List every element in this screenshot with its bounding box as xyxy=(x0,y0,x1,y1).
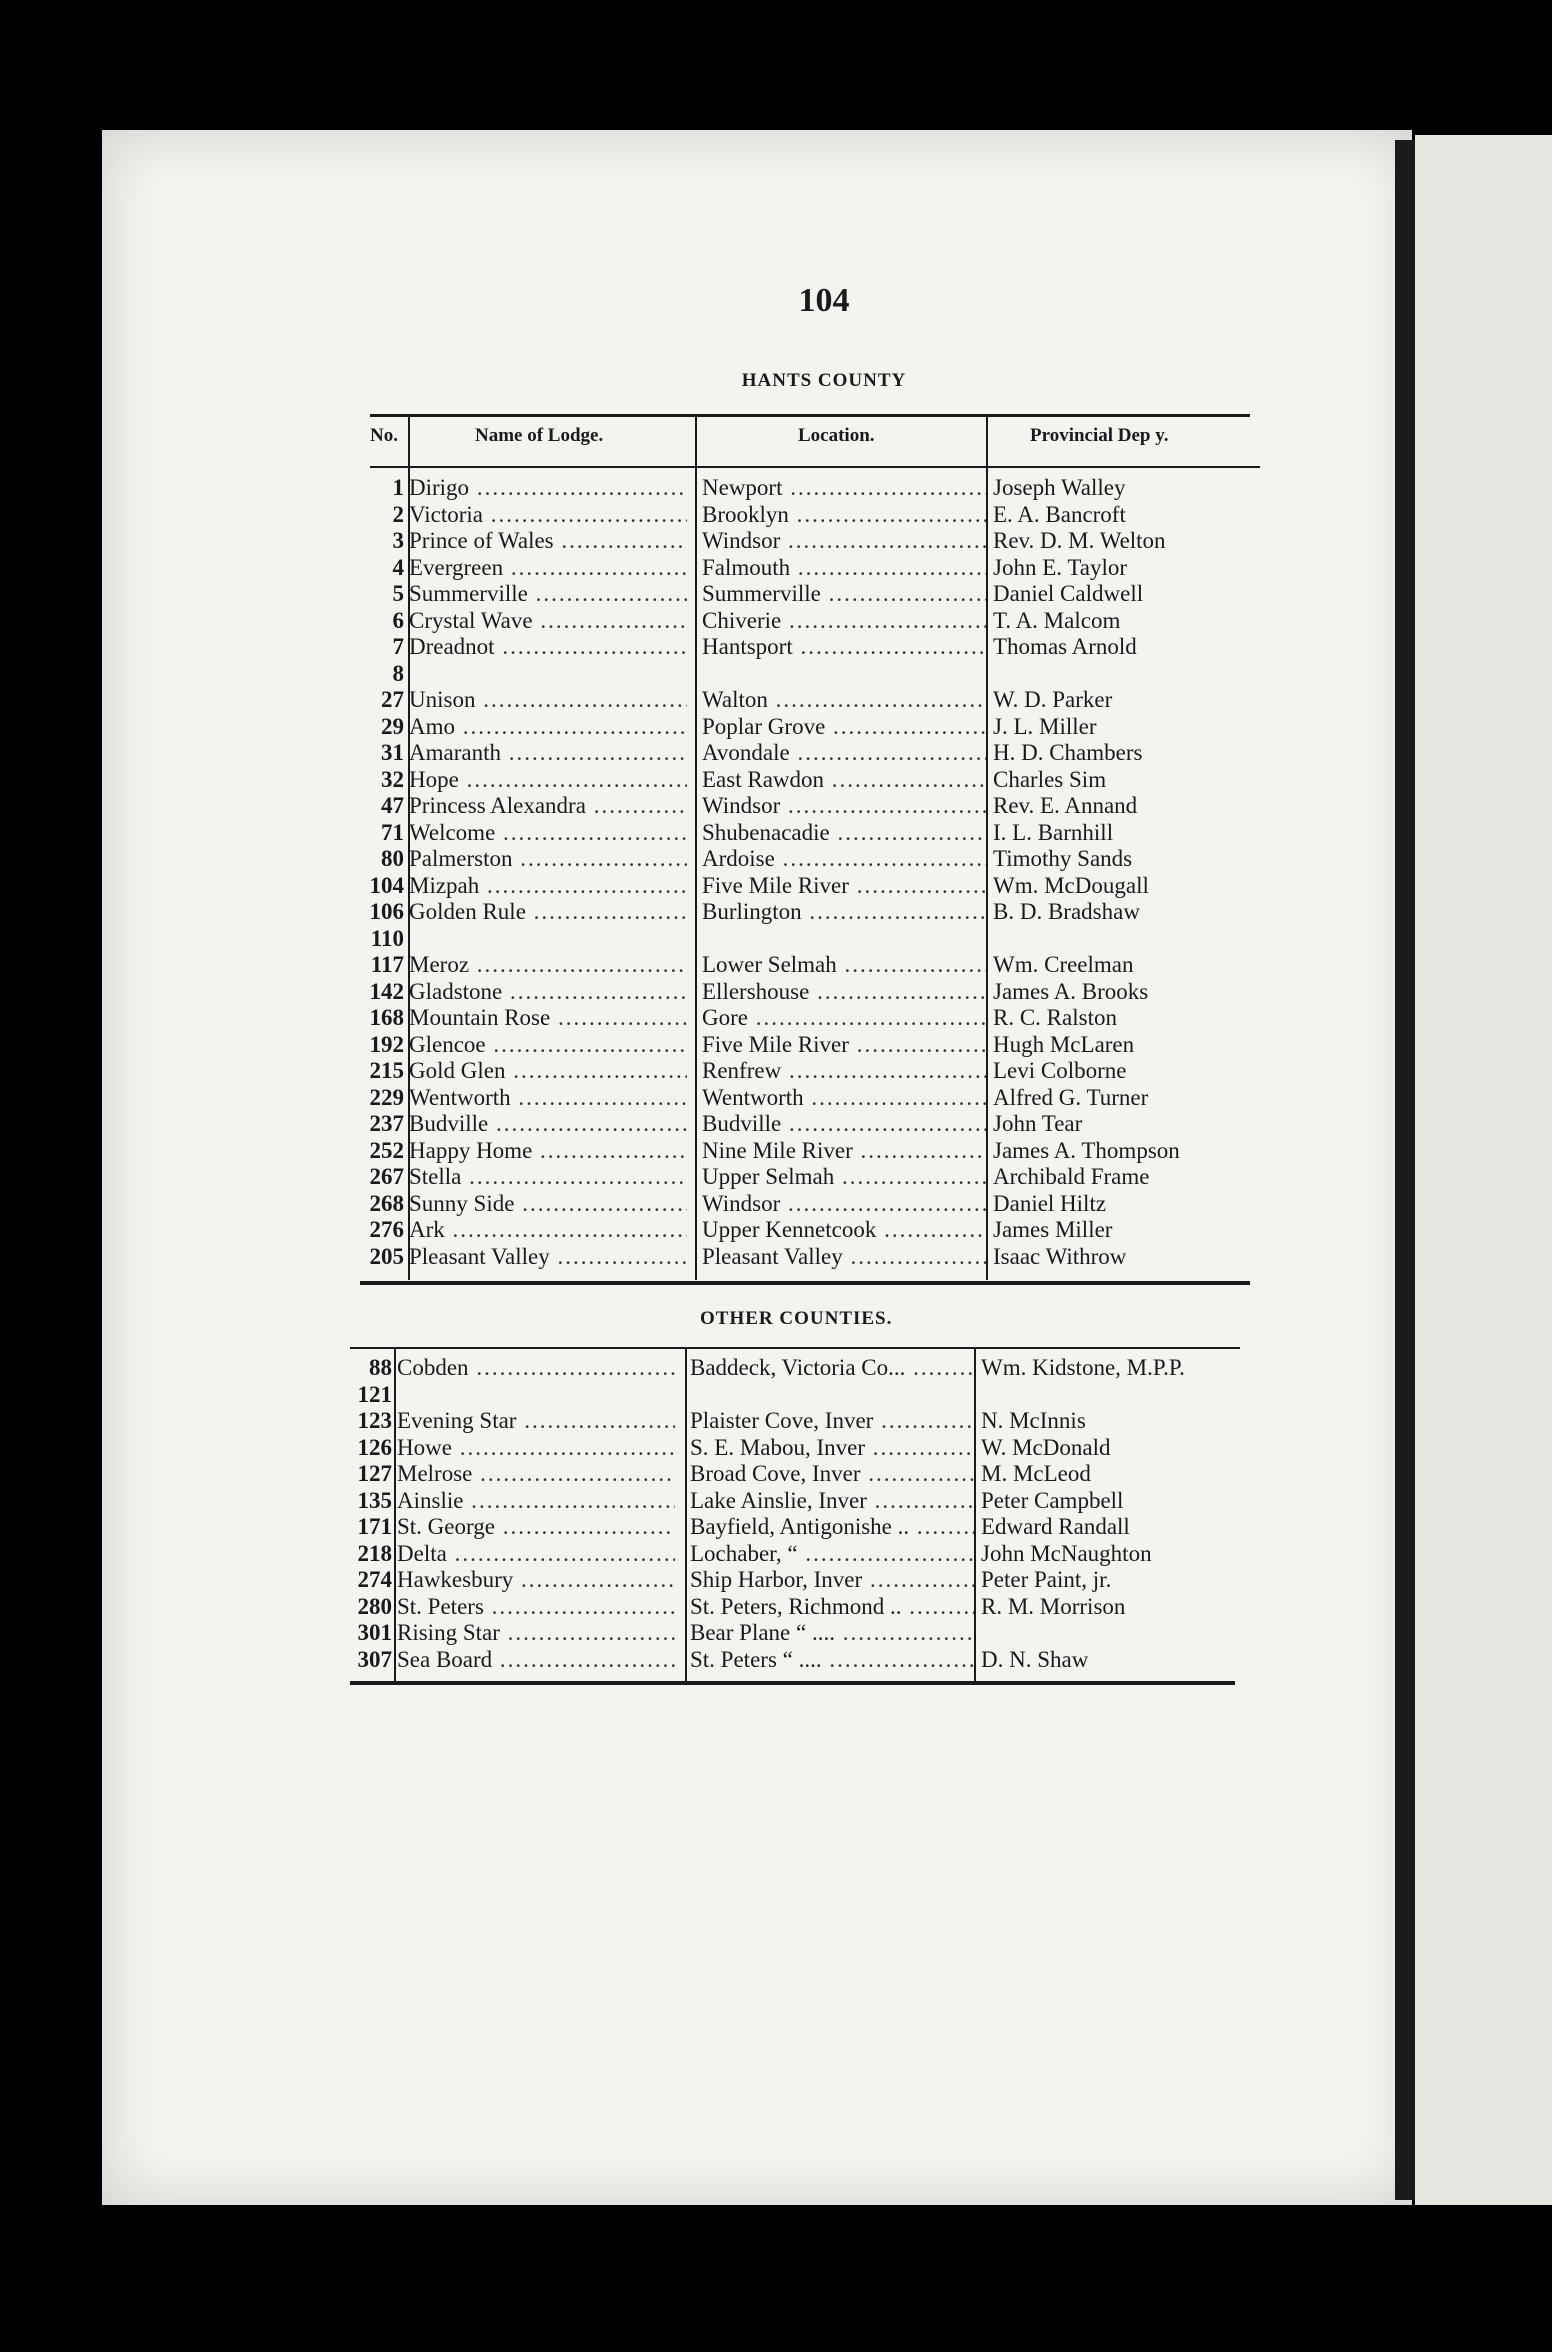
cell-deputy: Wm. Creelman xyxy=(993,952,1134,977)
cell-location: Newport ..... xyxy=(702,475,986,501)
cell-no: 123 xyxy=(357,1408,392,1433)
cell-deputy: Wm. Kidstone, M.P.P. xyxy=(981,1355,1185,1380)
cell-no: 205 xyxy=(369,1243,404,1269)
cell-name: Ainslie ..... xyxy=(397,1488,675,1514)
cell-no: 32 xyxy=(381,766,404,792)
cell-no: 276 xyxy=(369,1217,404,1242)
cell-no: 29 xyxy=(381,713,404,739)
cell-no: 192 xyxy=(369,1031,404,1057)
cell-location: Ellershouse ..... xyxy=(702,979,986,1005)
cell-name: Hawkesbury ..... xyxy=(397,1567,675,1593)
page-number: 104 xyxy=(798,282,850,319)
cell-location: Windsor ..... xyxy=(702,1191,986,1217)
cell-location: Summerville ..... xyxy=(702,581,986,607)
cell-no: 104 xyxy=(369,872,404,898)
cell-location: St. Peters, Richmond .. ..... xyxy=(690,1594,974,1620)
cell-name: Amo ..... xyxy=(409,714,687,740)
column-header-deputy: Provincial Dep y. xyxy=(1030,425,1169,446)
cell-name: Crystal Wave ..... xyxy=(409,608,687,634)
cell-location: Windsor ..... xyxy=(702,793,986,819)
cell-no: 135 xyxy=(357,1487,392,1513)
cell-no: 71 xyxy=(381,819,404,845)
cell-deputy: R. C. Ralston xyxy=(993,1005,1117,1030)
cell-location: Lower Selmah ..... xyxy=(702,952,986,978)
cell-name: Meroz ..... xyxy=(409,952,687,978)
cell-name: Rising Star ..... xyxy=(397,1620,675,1646)
cell-deputy: Timothy Sands xyxy=(993,846,1133,871)
cell-no: 142 xyxy=(369,978,404,1004)
cell-deputy: N. McInnis xyxy=(981,1408,1086,1433)
cell-no: 3 xyxy=(392,528,404,553)
cell-name: Sunny Side ..... xyxy=(409,1191,687,1217)
column-divider xyxy=(695,416,697,1280)
cell-deputy: Peter Campbell xyxy=(981,1487,1124,1513)
cell-location: Shubenacadie ..... xyxy=(702,820,986,846)
cell-location: Five Mile River ..... xyxy=(702,1032,986,1058)
cell-name: Welcome ..... xyxy=(409,820,687,846)
cell-no: 126 xyxy=(357,1434,392,1460)
cell-name: Unison ..... xyxy=(409,687,687,713)
cell-name: St. George ..... xyxy=(397,1514,675,1540)
cell-location: Ship Harbor, Inver ..... xyxy=(690,1567,974,1593)
cell-name: Glencoe ..... xyxy=(409,1032,687,1058)
cell-location: Ardoise ..... xyxy=(702,846,986,872)
cell-location: Five Mile River ..... xyxy=(702,873,986,899)
cell-location: Poplar Grove ..... xyxy=(702,714,986,740)
cell-location: Lake Ainslie, Inver ..... xyxy=(690,1488,974,1514)
table-top-rule xyxy=(370,414,1250,417)
cell-no: 218 xyxy=(357,1540,392,1566)
cell-deputy: Thomas Arnold xyxy=(993,634,1137,659)
cell-deputy: Rev. E. Annand xyxy=(993,793,1138,818)
cell-no: 47 xyxy=(381,793,404,818)
cell-name: Gold Glen ..... xyxy=(409,1058,687,1084)
cell-name: Amaranth ..... xyxy=(409,740,687,766)
cell-name: Gladstone ..... xyxy=(409,979,687,1005)
cell-location: Plaister Cove, Inver ..... xyxy=(690,1408,974,1434)
cell-name: Golden Rule ..... xyxy=(409,899,687,925)
cell-deputy: Peter Paint, jr. xyxy=(981,1567,1112,1592)
cell-no: 5 xyxy=(392,581,404,606)
cell-name: Cobden ..... xyxy=(397,1355,675,1381)
cell-deputy: James A. Thompson xyxy=(993,1137,1180,1163)
cell-deputy: Charles Sim xyxy=(993,766,1107,792)
cell-location: Hantsport ..... xyxy=(702,634,986,660)
table-bottom-rule xyxy=(350,1681,1235,1685)
cell-location: Bear Plane “ .... ..... xyxy=(690,1620,974,1646)
cell-deputy: D. N. Shaw xyxy=(981,1646,1089,1672)
cell-name: Happy Home ..... xyxy=(409,1138,687,1164)
cell-deputy: Wm. McDougall xyxy=(993,872,1149,898)
cell-deputy: Daniel Hiltz xyxy=(993,1190,1107,1216)
cell-no: 268 xyxy=(369,1190,404,1216)
section-end-rule xyxy=(360,1281,1250,1285)
cell-deputy: M. McLeod xyxy=(981,1461,1091,1486)
cell-deputy: Rev. D. M. Welton xyxy=(993,528,1166,553)
cell-no: 117 xyxy=(370,952,404,977)
cell-deputy: Edward Randall xyxy=(981,1514,1130,1539)
cell-location: Chiverie ..... xyxy=(702,608,986,634)
cell-deputy: Archibald Frame xyxy=(993,1164,1150,1189)
cell-location: Bayfield, Antigonishe .. ..... xyxy=(690,1514,974,1540)
cell-no: 106 xyxy=(369,899,404,924)
cell-name: Summerville ..... xyxy=(409,581,687,607)
cell-no: 31 xyxy=(381,740,404,765)
cell-no: 252 xyxy=(369,1137,404,1163)
cell-no: 110 xyxy=(370,925,404,951)
cell-location: Renfrew ..... xyxy=(702,1058,986,1084)
cell-name: Melrose ..... xyxy=(397,1461,675,1487)
cell-deputy: I. L. Barnhill xyxy=(993,819,1114,845)
cell-name: Mizpah ..... xyxy=(409,873,687,899)
cell-no: 237 xyxy=(369,1111,404,1136)
cell-location: Budville ..... xyxy=(702,1111,986,1137)
cell-name: Mountain Rose ..... xyxy=(409,1005,687,1031)
column-header-no: No. xyxy=(370,425,398,446)
cell-deputy: J. L. Miller xyxy=(993,713,1097,739)
cell-deputy: Levi Colborne xyxy=(993,1058,1127,1083)
cell-no: 127 xyxy=(357,1461,392,1486)
cell-deputy: Hugh McLaren xyxy=(993,1031,1135,1057)
cell-name: Evergreen ..... xyxy=(409,555,687,581)
page-gutter xyxy=(1395,140,1415,2200)
cell-name: Stella ..... xyxy=(409,1164,687,1190)
cell-name: Pleasant Valley ..... xyxy=(409,1244,687,1270)
cell-deputy: T. A. Malcom xyxy=(993,607,1121,633)
cell-deputy: Joseph Walley xyxy=(993,475,1126,500)
cell-deputy: Alfred G. Turner xyxy=(993,1084,1149,1110)
column-divider xyxy=(685,1349,687,1681)
cell-no: 2 xyxy=(392,501,404,527)
cell-location: Falmouth ..... xyxy=(702,555,986,581)
cell-deputy: Daniel Caldwell xyxy=(993,581,1144,606)
cell-location: Wentworth ..... xyxy=(702,1085,986,1111)
column-header-name: Name of Lodge. xyxy=(475,425,604,446)
cell-name: Budville ..... xyxy=(409,1111,687,1137)
cell-no: 267 xyxy=(369,1164,404,1189)
facing-page xyxy=(1415,135,1552,2205)
cell-deputy: R. M. Morrison xyxy=(981,1593,1126,1619)
cell-name: Dreadnot ..... xyxy=(409,634,687,660)
cell-location: Brooklyn ..... xyxy=(702,502,986,528)
cell-name: Ark ..... xyxy=(409,1217,687,1243)
cell-deputy: John McNaughton xyxy=(981,1540,1152,1566)
cell-no: 88 xyxy=(369,1355,392,1380)
cell-location: East Rawdon ..... xyxy=(702,767,986,793)
cell-location: Upper Selmah ..... xyxy=(702,1164,986,1190)
cell-location: Pleasant Valley ..... xyxy=(702,1244,986,1270)
cell-deputy: B. D. Bradshaw xyxy=(993,899,1140,924)
cell-no: 307 xyxy=(357,1646,392,1672)
cell-name: Prince of Wales ..... xyxy=(409,528,687,554)
cell-no: 301 xyxy=(357,1620,392,1645)
cell-name: Delta ..... xyxy=(397,1541,675,1567)
table-header-rule xyxy=(370,466,1260,468)
cell-location: Windsor ..... xyxy=(702,528,986,554)
cell-name: Evening Star ..... xyxy=(397,1408,675,1434)
cell-no: 171 xyxy=(357,1514,392,1539)
cell-location: St. Peters “ .... ..... xyxy=(690,1647,974,1673)
cell-name: St. Peters ..... xyxy=(397,1594,675,1620)
column-divider xyxy=(974,1349,976,1681)
cell-no: 280 xyxy=(357,1593,392,1619)
cell-deputy: James A. Brooks xyxy=(993,978,1149,1004)
cell-deputy: Isaac Withrow xyxy=(993,1243,1127,1269)
cell-location: Walton ..... xyxy=(702,687,986,713)
cell-deputy: E. A. Bancroft xyxy=(993,501,1126,527)
cell-location: Broad Cove, Inver ..... xyxy=(690,1461,974,1487)
cell-no: 80 xyxy=(381,846,404,871)
cell-deputy: W. McDonald xyxy=(981,1434,1111,1460)
other-counties-rule xyxy=(350,1347,1240,1349)
section-heading: HANTS COUNTY xyxy=(741,370,907,391)
cell-name: Sea Board ..... xyxy=(397,1647,675,1673)
cell-no: 4 xyxy=(392,554,404,580)
cell-name: Palmerston ..... xyxy=(409,846,687,872)
cell-location: Nine Mile River ..... xyxy=(702,1138,986,1164)
column-header-location: Location. xyxy=(798,425,875,446)
cell-no: 8 xyxy=(392,660,404,686)
cell-name: Victoria ..... xyxy=(409,502,687,528)
cell-name: Dirigo ..... xyxy=(409,475,687,501)
cell-name: Wentworth ..... xyxy=(409,1085,687,1111)
cell-no: 168 xyxy=(369,1005,404,1030)
cell-location: Lochaber, “ ..... xyxy=(690,1541,974,1567)
cell-deputy: John E. Taylor xyxy=(993,554,1128,580)
cell-name: Hope ..... xyxy=(409,767,687,793)
other-counties-heading: OTHER COUNTIES. xyxy=(700,1308,893,1329)
cell-deputy: John Tear xyxy=(993,1111,1083,1136)
cell-no: 6 xyxy=(392,607,404,633)
cell-no: 7 xyxy=(392,634,404,659)
column-divider xyxy=(394,1349,396,1681)
cell-no: 27 xyxy=(381,687,404,712)
cell-deputy: H. D. Chambers xyxy=(993,740,1143,765)
cell-no: 229 xyxy=(369,1084,404,1110)
cell-no: 274 xyxy=(357,1567,392,1592)
cell-location: Avondale ..... xyxy=(702,740,986,766)
cell-no: 121 xyxy=(357,1381,392,1407)
cell-location: S. E. Mabou, Inver ..... xyxy=(690,1435,974,1461)
cell-no: 215 xyxy=(369,1058,404,1083)
cell-name: Princess Alexandra ..... xyxy=(409,793,687,819)
cell-name: Howe ..... xyxy=(397,1435,675,1461)
cell-location: Upper Kennetcook ..... xyxy=(702,1217,986,1243)
cell-location: Baddeck, Victoria Co... ..... xyxy=(690,1355,974,1381)
cell-location: Burlington ..... xyxy=(702,899,986,925)
cell-location: Gore ..... xyxy=(702,1005,986,1031)
cell-no: 1 xyxy=(392,475,404,500)
cell-deputy: James Miller xyxy=(993,1217,1113,1242)
column-divider xyxy=(986,416,988,1280)
cell-deputy: W. D. Parker xyxy=(993,687,1113,712)
